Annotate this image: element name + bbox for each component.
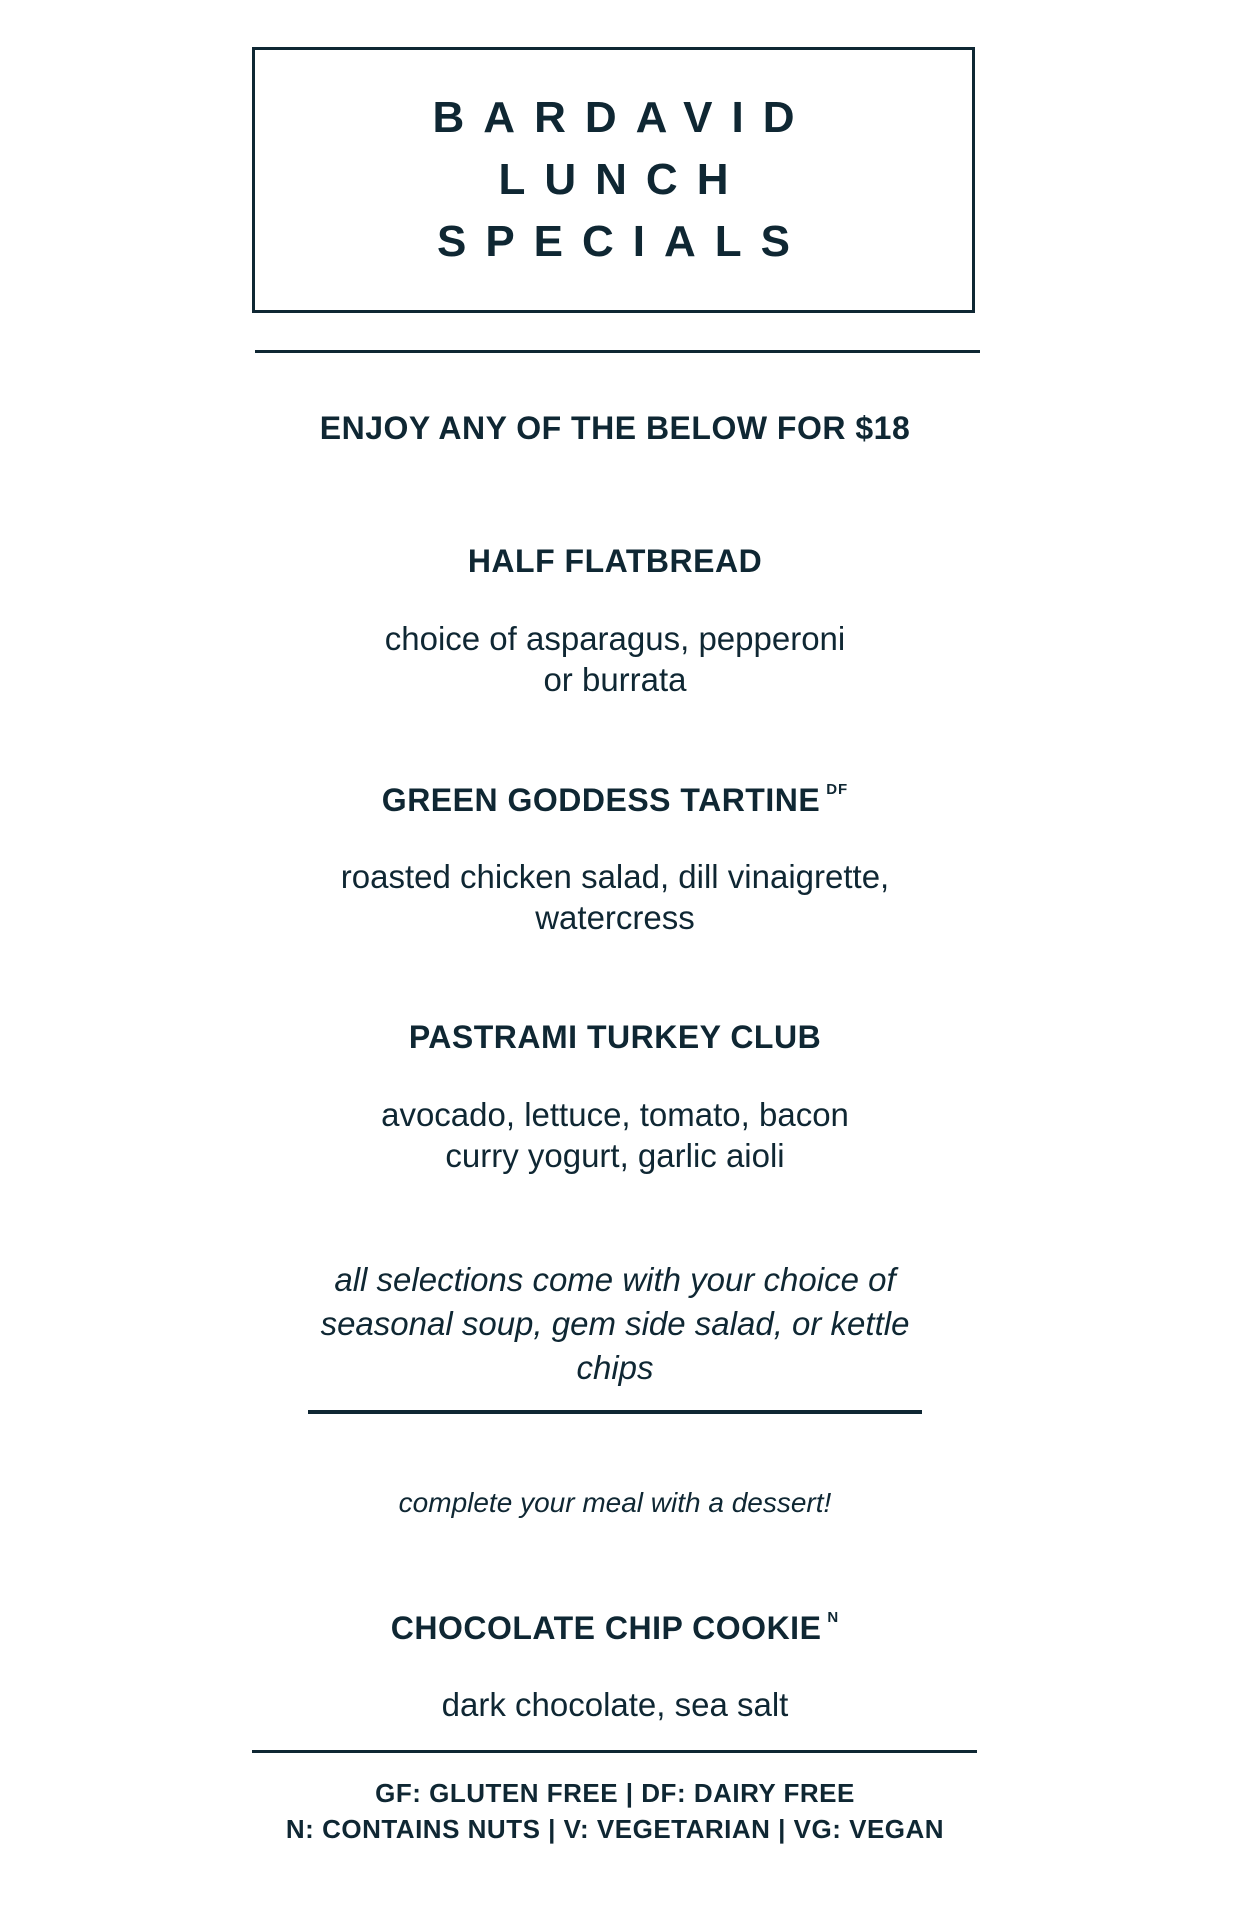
divider: [252, 1750, 977, 1753]
dietary-tag: DF: [826, 781, 849, 798]
legend-line: GF: GLUTEN FREE | DF: DAIRY FREE: [375, 1778, 855, 1808]
menu-title-line: BARDAVID: [432, 93, 814, 142]
menu-item-name: [0, 1019, 1230, 1056]
dessert-description: dark chocolate, sea salt: [441, 1686, 789, 1723]
description-line: or burrata: [543, 661, 687, 698]
dessert-prompt: complete your meal with a dessert!: [398, 1487, 832, 1518]
menu-item-description: [0, 856, 1230, 938]
dietary-tag: N: [827, 1609, 840, 1626]
menu-item-title: HALF FLATBREAD: [467, 543, 763, 579]
menu-item-name: [0, 543, 1230, 580]
note-line: seasonal soup, gem side salad, or kettle: [320, 1305, 910, 1342]
menu-title-box: [252, 47, 975, 313]
menu-item-name: [0, 781, 1230, 819]
description-line: roasted chicken salad, dill vinaigrette,: [340, 858, 890, 895]
dessert-name: [0, 1609, 1230, 1647]
dietary-legend: [0, 1775, 1230, 1847]
menu-item-description: [0, 618, 1230, 700]
description-line: curry yogurt, garlic aioli: [445, 1137, 785, 1174]
menu-item-title: PASTRAMI TURKEY CLUB: [408, 1019, 822, 1055]
note-line: all selections come with your choice of: [334, 1261, 896, 1298]
divider: [255, 350, 980, 353]
promo-heading: ENJOY ANY OF THE BELOW FOR $18: [319, 410, 911, 446]
description-line: avocado, lettuce, tomato, bacon: [381, 1096, 849, 1133]
divider: [308, 1410, 922, 1414]
menu-title-line: SPECIALS: [436, 217, 810, 266]
sides-note: [0, 1258, 1230, 1390]
menu-item-title: GREEN GODDESS TARTINE: [381, 782, 821, 818]
description-line: watercress: [535, 899, 695, 936]
description-line: choice of asparagus, pepperoni: [384, 620, 846, 657]
legend-line: N: CONTAINS NUTS | V: VEGETARIAN | VG: VEGAN: [285, 1814, 945, 1844]
menu-item-description: [0, 1094, 1230, 1176]
menu-title-line: LUNCH: [498, 155, 748, 204]
note-line: chips: [576, 1349, 654, 1386]
dessert-title: CHOCOLATE CHIP COOKIE: [390, 1610, 822, 1646]
